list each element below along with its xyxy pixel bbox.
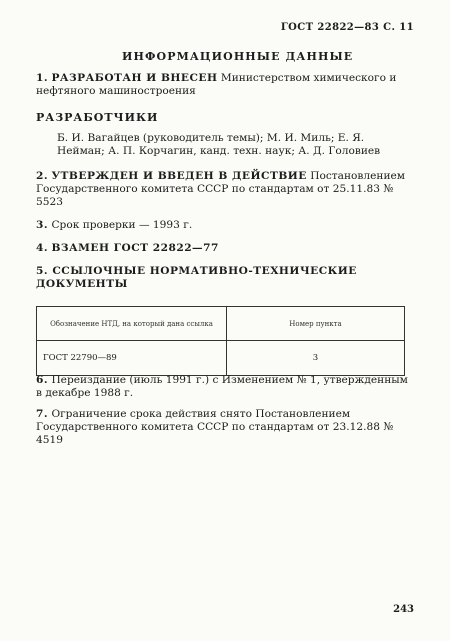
page-title: ИНФОРМАЦИОННЫЕ ДАННЫЕ <box>122 50 354 63</box>
section-3-number: 3. <box>36 219 49 231</box>
table-row <box>37 341 405 376</box>
table-cell-document: ГОСТ 22790—89 <box>37 341 227 376</box>
section-4 <box>36 242 412 255</box>
section-2-heading: УТВЕРЖДЕН И ВВЕДЕН В ДЕЙСТВИЕ <box>51 170 307 182</box>
section-1-text: Министерством химического и нефтяного машиностроения <box>36 72 397 97</box>
page-number: 243 <box>393 604 414 615</box>
section-2-number: 2. <box>36 170 49 182</box>
table-cell-item: 3 <box>227 341 405 376</box>
section-3-text: Срок проверки — 1993 г. <box>51 219 193 231</box>
standard-reference-header: ГОСТ 22822—83 С. 11 <box>280 22 414 33</box>
section-6-number: 6. <box>36 374 49 386</box>
section-3 <box>36 219 412 232</box>
section-4-heading: ВЗАМЕН ГОСТ 22822—77 <box>51 242 219 254</box>
section-5-heading: ССЫЛОЧНЫЕ НОРМАТИВНО-ТЕХНИЧЕСКИЕ ДОКУМЕНТЫ <box>36 265 357 290</box>
section-1-heading: РАЗРАБОТАН И ВНЕСЕН <box>51 72 218 84</box>
developers-heading: РАЗРАБОТЧИКИ <box>36 111 159 124</box>
section-4-number: 4. <box>36 242 49 254</box>
section-1 <box>36 72 412 98</box>
table-header-row <box>37 307 405 341</box>
section-7 <box>36 408 412 447</box>
developers-names: Б. И. Вагайцев (руководитель темы); М. И. Миль; Е. Я. Нейман; А. П. Корчагин, канд. техн. наук; А. Д. Головиев <box>57 132 381 157</box>
table-header-document: Обозначение НТД, на который дана ссылка <box>37 307 227 341</box>
section-6-text: Переиздание (июль 1991 г.) с Изменением № 1, утвержденным в декабре 1988 г. <box>36 374 408 399</box>
section-7-number: 7. <box>36 408 49 420</box>
table-header-item: Номер пункта <box>227 307 405 341</box>
section-5 <box>36 265 408 291</box>
section-2 <box>36 170 412 209</box>
section-2-text: Постановлением Государственного комитета СССР по стандартам от 25.11.83 № 5523 <box>36 170 406 208</box>
section-6 <box>36 374 412 400</box>
section-5-number: 5. <box>36 265 49 277</box>
section-1-number: 1. <box>36 72 49 84</box>
references-table <box>36 306 405 376</box>
section-7-text: Ограничение срока действия снято Постановлением Государственного комитета СССР по стандартам от 23.12.88 № 4519 <box>36 408 394 446</box>
